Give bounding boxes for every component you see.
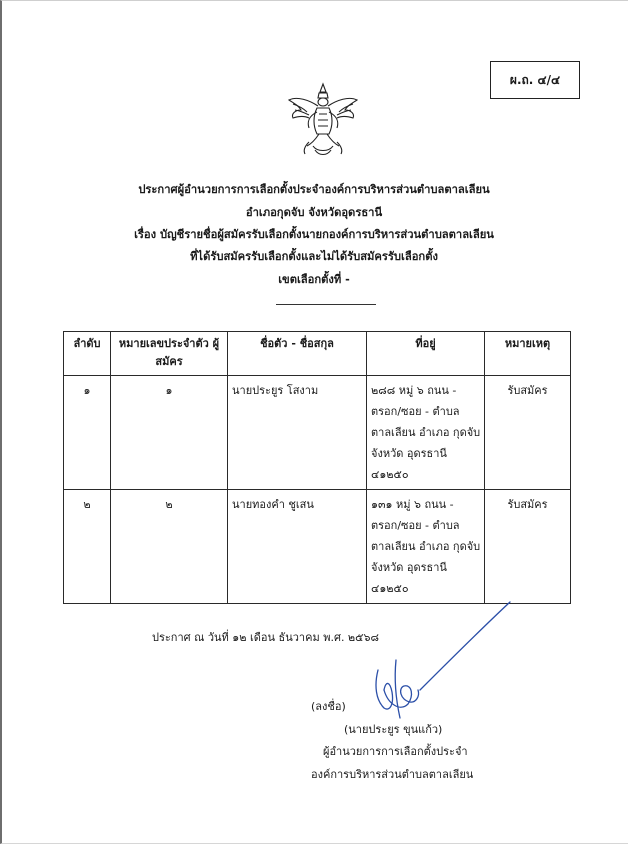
heading-line-4: ที่ได้รับสมัครรับเลือกตั้งและไม่ได้รับสมัครรับเลือกตั้ง (190, 250, 438, 263)
signer-position-line-1: ผู้อำนวยการการเลือกตั้งประจำ (323, 745, 468, 758)
header-note: หมายเหตุ (485, 332, 571, 376)
heading-line-5: เขตเลือกตั้งที่ - (278, 273, 350, 286)
table-row (64, 376, 571, 490)
garuda-emblem-icon (285, 80, 361, 160)
table-header-row (64, 332, 571, 376)
form-code-box: ผ.ถ. ๔/๔ (490, 61, 580, 99)
cell-name: นายประยูร โสงาม (228, 376, 367, 490)
cell-note: รับสมัคร (485, 376, 571, 490)
candidate-table (63, 331, 571, 604)
cell-address: ๑๓๑ หมู่ ๖ ถนน - ตรอก/ซอย - ตำบล ตาลเลียน อำเภอ กุดจับ จังหวัด อุดรธานี ๔๑๒๕๐ (367, 490, 485, 604)
sign-label: (ลงชื่อ) (311, 700, 346, 713)
handwritten-signature-icon (360, 600, 520, 730)
header-order: ลำดับ (64, 332, 111, 376)
cell-order: ๒ (64, 490, 111, 604)
announcement-date: ประกาศ ณ วันที่ ๑๒ เดือน ธันวาคม พ.ศ. ๒๕๖๘ (152, 631, 379, 644)
header-candidate-number: หมายเลขประจำตัว ผู้สมัคร (111, 332, 228, 376)
cell-candidate-number: ๑ (111, 376, 228, 490)
signer-name: (นายประยูร ขุนแก้ว) (344, 723, 443, 736)
header-address: ที่อยู่ (367, 332, 485, 376)
cell-note: รับสมัคร (485, 490, 571, 604)
cell-order: ๑ (64, 376, 111, 490)
heading-line-3: เรื่อง บัญชีรายชื่อผู้สมัครรับเลือกตั้งนายกองค์การบริหารส่วนตำบลตาลเลียน (134, 228, 494, 241)
signer-position-line-2: องค์การบริหารส่วนตำบลตาลเลียน (311, 768, 474, 781)
heading-divider (276, 304, 376, 305)
cell-address: ๒๘๘ หมู่ ๖ ถนน - ตรอก/ซอย - ตำบล ตาลเลียน อำเภอ กุดจับ จังหวัด อุดรธานี ๔๑๒๕๐ (367, 376, 485, 490)
cell-name: นายทองคำ ชูเสน (228, 490, 367, 604)
cell-candidate-number: ๒ (111, 490, 228, 604)
header-name: ชื่อตัว - ชื่อสกุล (228, 332, 367, 376)
table-row (64, 490, 571, 604)
heading-line-1: ประกาศผู้อำนวยการการเลือกตั้งประจำองค์การบริหารส่วนตำบลตาลเลียน (138, 183, 490, 196)
heading-line-2: อำเภอกุดจับ จังหวัดอุดรธานี (245, 206, 383, 219)
